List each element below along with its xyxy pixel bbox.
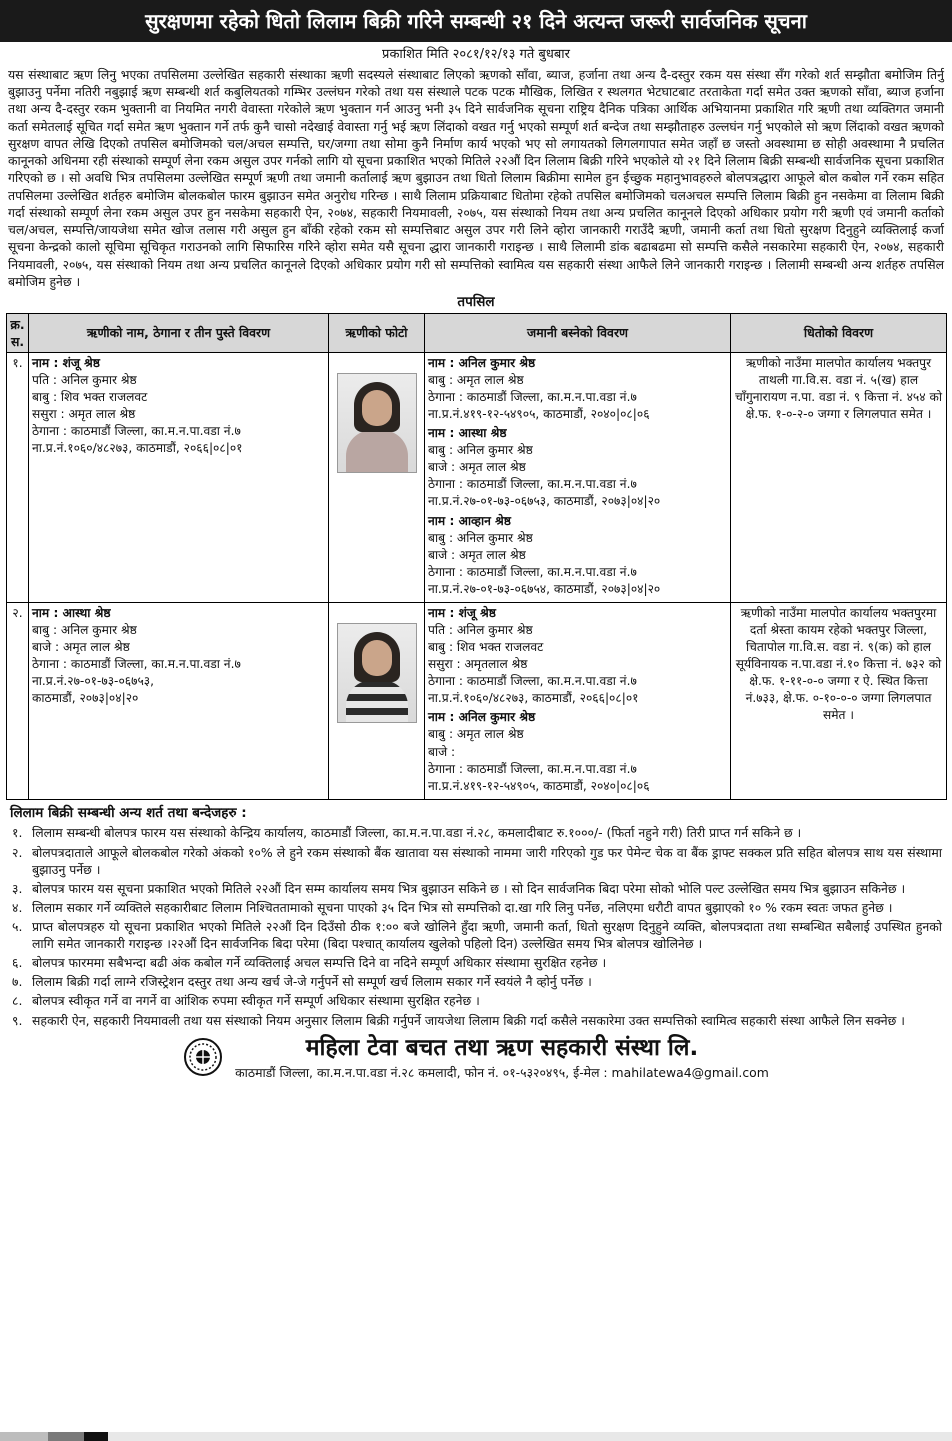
details-table <box>6 313 947 800</box>
guarantor-line: ठेगाना : काठमाडौं जिल्ला, का.म.न.पा.वडा नं.७ <box>428 564 637 579</box>
header-collateral: धितोको विवरण <box>731 313 947 352</box>
list-item <box>6 1012 946 1029</box>
borrower-line: ठेगाना : काठमाडौं जिल्ला, का.म.न.पा.वडा नं.७ <box>32 424 241 439</box>
photo-body <box>346 680 408 723</box>
borrower-details <box>29 352 329 602</box>
table-header-row <box>7 313 947 352</box>
condition-number: २. <box>12 844 23 860</box>
borrower-line: ठेगाना : काठमाडौं जिल्ला, का.म.न.पा.वडा नं.७ <box>32 657 241 672</box>
list-item <box>6 954 946 971</box>
guarantor-name: नाम : आस्था श्रेष्ठ <box>428 426 507 441</box>
bottom-color-strip <box>0 1432 952 1441</box>
borrower-line: बाबु : अनिल कुमार श्रेष्ठ <box>32 623 137 637</box>
header-serial: क्र. स. <box>7 313 29 352</box>
organization-info <box>235 1033 769 1082</box>
conditions-list <box>6 824 946 1028</box>
details-heading: तपसिल <box>457 293 495 310</box>
guarantor-name: नाम : अनिल कुमार श्रेष्ठ <box>428 710 536 725</box>
guarantor-line: ना.प्र.नं.२७-०१-७३-०६७५३, काठमाडौं, २०७३|०४|२० <box>428 494 661 509</box>
condition-text: सहकारी ऐन, सहकारी नियमावली तथा यस संस्थाको नियम अनुसार लिलाम बिक्री गर्नुपर्ने जायजेथा लिलाम बिक्री गर्दा कसैले नसकारेमा उक्त सम्पत्तिको स्वामित्व सहकारी संस्था आफैले लिन सक्नेछ । <box>32 1012 905 1028</box>
borrower-name: नाम : आस्था श्रेष्ठ <box>32 605 111 620</box>
row-serial: १. <box>7 352 29 602</box>
condition-number: ५. <box>12 918 23 934</box>
guarantor-line: बाजे : अमृत लाल श्रेष्ठ <box>428 460 526 475</box>
photo-face <box>362 640 392 676</box>
guarantor-details <box>425 602 731 799</box>
collateral-details: ऋणीको नाउँमा मालपोत कार्यालय भक्तपुरमा दर्ता श्रेस्ता कायम रहेको भक्तपुर जिल्ला, चितापोल गा.वि.स. वडा नं. ९(क) को हाल सूर्यविनायक न.पा.वडा नं.१० कित्ता नं. ७३२ को क्षे.फ. १-११-०-० जग्गा र ऐ. स्थित कित्ता नं.७३३, क्षे.फ. ०-१०-०-० जग्गा लिगलपात समेत । <box>731 602 947 799</box>
organization-footer <box>6 1033 946 1082</box>
strip-segment <box>0 1432 48 1441</box>
borrower <box>32 605 325 707</box>
list-item <box>6 899 946 916</box>
borrower <box>32 355 325 457</box>
header-borrower: ऋणीको नाम, ठेगाना र तीन पुस्ते विवरण <box>29 313 329 352</box>
condition-text: बोलपत्र फारममा सबैभन्दा बढी अंक कबोल गर्ने व्यक्तिलाई अचल सम्पत्ति दिने वा नदिने सम्पूर्ण अधिकार संस्थामा सुरक्षित रहनेछ । <box>32 955 607 971</box>
guarantor <box>428 513 727 598</box>
guarantor-line: बाबु : अनिल कुमार श्रेष्ठ <box>428 530 533 545</box>
condition-text: लिलाम बिक्री गर्दा लाग्ने रजिस्ट्रेशन दस्तुर तथा अन्य खर्च जे-जे गर्नुपर्ने सो सम्पूर्ण खर्च लिलाम सकार गर्ने स्वयंले नै व्होर्नु पर्नेछ । <box>32 974 592 990</box>
condition-text: बोलपत्रदाताले आफूले बोलकबोल गरेको अंकको १०% ले हुने रकम संस्थाको बैंक खातावा यस संस्थाको नाममा जारी गरिएको गुड फर पेमेन्ट चेक वा बैंक ड्राफ्ट सक्कल प्रति सहित बोलपत्र साथ यस संस्थामा बुझाउनु पर्नेछ । <box>32 844 942 877</box>
conditions-heading: लिलाम बिक्री सम्बन्धी अन्य शर्त तथा बन्देजहरु : <box>10 804 247 821</box>
guarantor <box>428 425 727 510</box>
notice-body: यस संस्थाबाट ऋण लिनु भएका तपसिलमा उल्लेखित सहकारी संस्थाका ऋणी सदस्यले संस्थाबाट लिएको ऋणको साँवा, ब्याज, हर्जाना तथा अन्य दै-दस्तुर रकम यस संस्था सँग गरेको शर्त सम्झौता बमोजिम तिर्नु बुझाउनु पर्नेमा नतिरी नबुझाई ऋण सम्बन्धी शर्त कबुलियतको गम्भिर उल्लंघन गरेको तथा यस संस्थाले पटक पटक मौखिक, लिखित र स्थलगत भेटघाटबाट तरताकेता गर्दा समेत उक्त ऋणको साँवा, ब्याज हर्जाना तथा अन्य दै-दस्तुर रकम भुक्तानी वा नियमित नगरी वेवास्ता गरेकोले ऋण भुक्तान गर्न आउनु भनी ३५ दिने सार्वजनिक सूचना राष्ट्रिय दैनिक पत्रिका आर्थिक अभियानमा प्रकाशित गरि ऋणी तथा व्यक्तिगत जमानी कर्ता समेतलाई सूचित गर्दा समेत ऋण भुक्तान गर्ने तर्फ कुनै चासो नदेखाई वेवास्ता गर्नु भई ऋण लिंदाको वखत गर्नु भएको सम्पूर्ण शर्त बन्देज तथा सम्झौताहरु उल्लघंन गर्नु भएकोले सो ऋण लिंदाको वखत ऋणको सुरक्षण वापत लेखि दिएको तपसिल बमोजिमको चल/अचल सम्पत्ति, घर/जग्गा तथा सोमा कुनै निर्माण कार्य भएको भए सो लगायतको लिगलगापात समेत जहाँ छ जस्तो अवस्थामा छ सोही अवस्थामा नै प्रचलित कानूनको अधिनमा रही संस्थाको सम्पूर्ण लेना रकम असुल उपर गर्नको लागि यो सूचना प्रकाशित भएको मितिले २२औं दिन लिलाम बिक्री गरिने भएकोले यो २१ दिने लिलाम बिक्री सम्बन्धी सार्वजनिक सूचना प्रकाशित गरिएको छ । सो अवधि भित्र तपसिलमा उल्लेखित सम्पूर्ण ऋणी तथा जमानी कर्तालाई ऋण बुझाउन तथा धितो लिलाम बिक्रीमा सामेल हुन ईच्छुक महानुभावहरुले बोलपत्रद्धारा आफूले बोल कबोल गर्ने रकम सहित तपसिलमा उल्लेखित शर्तहरु बमोजिम बोलकबोल फारम बुझाउन समेत अनुरोध गरिन्छ । साथै लिलाम प्रक्रियाबाट धितोमा रहेको तपसिल बमोजिमको चलअचल सम्पत्ति लिलाम बिक्री हुन नसकेमा वा लिलाम बिक्री गर्दा संस्थाको सम्पूर्ण लेना रकम असुल उपर हुन नसकेमा सहकारी ऐन, २०७४, सहकारी नियमावली, २०७५, यस संस्थाको नियम तथा अन्य प्रचलित कानूनले दिएको अधिकार प्रयोग गरी ऋणी एवं जमानी कर्ताको चल/अचल, सम्पत्ति/जायजेथा समेत खोज तलास गरी असुल हुन बाँकी रहेको रकम सो सम्पत्तिबाट असुल उपर गरी लिने व्होरा जानकारी गराउँदै ऋणी, जमानी कर्ता तथा धितो सुरक्षण दिनुहुने व्यक्तिलाई कर्जा सूचना केन्द्रको कालो सूचिमा सूचिकृत गराउनको लागि सिफारिस गरिने व्होरा समेत यसै सूचना द्धारा जानकारी गराइन्छ । साथै लिलामी डांक बढाबढमा सो सम्पत्ति कसैले नसकारेमा सहकारी ऐन, २०७४, सहकारी नियमावली, २०७५, यस संस्थाको नियम तथा अन्य प्रचलित कानूनले दिएको अधिकार प्रयोग गरी सो सम्पत्तिको स्वामित्व यस सहकारी संस्था आफैले लिने जानकारी गराइन्छ । लिलामी सम्बन्धी अन्य शर्तहरु तपसिल बमोजिम हुनेछ । <box>8 66 945 289</box>
guarantor-name: नाम : अनिल कुमार श्रेष्ठ <box>428 355 536 370</box>
guarantor-line: ठेगाना : काठमाडौं जिल्ला, का.म.न.पा.वडा नं.७ <box>428 389 637 404</box>
borrower-line: ना.प्र.नं.१०६०/४८२७३, काठमाडौं, २०६६|०८|०१ <box>32 441 243 456</box>
guarantor-line: बाबु : अमृत लाल श्रेष्ठ <box>428 727 524 742</box>
condition-text: बोलपत्र स्वीकृत गर्ने वा नगर्ने वा आंशिक रुपमा स्वीकृत गर्ने सम्पूर्ण अधिकार संस्थामा सुरक्षित रहनेछ । <box>32 993 480 1009</box>
photo-cell <box>329 352 425 602</box>
strip-segment <box>48 1432 84 1441</box>
collateral-details: ऋणीको नाउँमा मालपोत कार्यालय भक्तपुर ताथली गा.वि.स. वडा नं. ५(ख) हाल चाँगुनारायण न.पा. वडा नं. ९ कित्ता नं. ४५४ को क्षे.फ. १-०-२-० जग्गा र लिगलपात समेत । <box>731 352 947 602</box>
borrower-line: बाबु : शिव भक्त राजलवट <box>32 389 148 404</box>
borrower-photo <box>337 623 417 723</box>
condition-number: ८. <box>12 993 23 1009</box>
guarantor-name: नाम : शंजू श्रेष्ठ <box>428 605 496 620</box>
guarantor-line: ना.प्र.नं.४१९-१२-५४९०५, काठमाडौं, २०४०|०८|०६ <box>428 407 650 422</box>
header-guarantor: जमानी बस्नेको विवरण <box>425 313 731 352</box>
guarantor-line: पति : अनिल कुमार श्रेष्ठ <box>428 623 533 637</box>
condition-number: ६. <box>12 955 23 971</box>
guarantor-line: बाजे : <box>428 744 456 759</box>
borrower-details <box>29 602 329 799</box>
cooperative-emblem-icon <box>183 1037 223 1077</box>
photo-face <box>362 390 392 426</box>
guarantor <box>428 605 727 707</box>
table-row <box>7 602 947 799</box>
list-item <box>6 844 946 878</box>
condition-number: ९. <box>12 1012 23 1028</box>
row-serial: २. <box>7 602 29 799</box>
notice-title: सुरक्षणमा रहेको धितो लिलाम बिक्री गरिने सम्बन्धी २१ दिने अत्यन्त जरूरी सार्वजनिक सूचना <box>0 0 952 42</box>
condition-text: लिलाम सम्बन्धी बोलपत्र फारम यस संस्थाको केन्द्रिय कार्यालय, काठमाडौं जिल्ला, का.म.न.पा.वडा नं.२८, कमलादीबाट रु.१०००/- (फिर्ता नहुने गरी) तिरी प्राप्त गर्न सकिने छ । <box>32 825 802 841</box>
list-item <box>6 973 946 990</box>
borrower-line: पति : अनिल कुमार श्रेष्ठ <box>32 372 137 387</box>
photo-cell <box>329 602 425 799</box>
list-item <box>6 880 946 897</box>
guarantor-line: ना.प्र.नं.४१९-१२-५४९०५, काठमाडौं, २०४०|०८|०६ <box>428 778 650 793</box>
guarantor-line: ना.प्र.नं.२७-०१-७३-०६७५४, काठमाडौं, २०७३|०४|२० <box>428 581 661 596</box>
guarantor-line: ससुरा : अमृतलाल श्रेष्ठ <box>428 657 528 672</box>
header-photo: ऋणीको फोटो <box>329 313 425 352</box>
guarantor-name: नाम : आव्हान श्रेष्ठ <box>428 513 511 528</box>
list-item <box>6 824 946 841</box>
borrower-photo <box>337 373 417 473</box>
guarantor-line: ठेगाना : काठमाडौं जिल्ला, का.म.न.पा.वडा नं.७ <box>428 674 637 689</box>
condition-number: ४. <box>12 899 23 915</box>
guarantor-line: ठेगाना : काठमाडौं जिल्ला, का.म.न.पा.वडा नं.७ <box>428 477 637 492</box>
borrower-line: बाजे : अमृत लाल श्रेष्ठ <box>32 640 130 655</box>
organization-name: महिला टेवा बचत तथा ऋण सहकारी संस्था लि. <box>305 1034 699 1061</box>
guarantor <box>428 709 727 794</box>
photo-body <box>346 430 408 473</box>
borrower-line: ससुरा : अमृत लाल श्रेष्ठ <box>32 407 136 422</box>
guarantor-line: ना.प्र.नं.१०६०/४८२७३, काठमाडौं, २०६६|०८|०१ <box>428 691 639 706</box>
condition-number: ७. <box>12 974 23 990</box>
organization-contact: काठमाडौं जिल्ला, का.म.न.पा.वडा नं.२८ कमलादी, फोन नं. ०१-५३२०४९५, ई-मेल : mahilatewa4@gmail.com <box>235 1065 769 1081</box>
borrower-name: नाम : शंजू श्रेष्ठ <box>32 355 100 370</box>
strip-segment <box>108 1432 952 1441</box>
list-item <box>6 992 946 1009</box>
table-row <box>7 352 947 602</box>
condition-number: ३. <box>12 880 23 896</box>
guarantor-line: ठेगाना : काठमाडौं जिल्ला, का.म.न.पा.वडा नं.७ <box>428 761 637 776</box>
condition-text: बोलपत्र फारम यस सूचना प्रकाशित भएको मितिले २२औं दिन सम्म कार्यालय समय भित्र बुझाउन सकिने छ । सो दिन सार्वजनिक बिदा परेमा सोको भोलि पल्ट उल्लेखित समय भित्र बुझाउन सकिनेछ । <box>32 880 906 896</box>
list-item <box>6 918 946 952</box>
condition-text: लिलाम सकार गर्ने व्यक्तिले सहकारीबाट लिलाम निश्चिततामाको सूचना पाएको ३५ दिन भित्र सो सम्पत्तिको दा.खा गरि लिनु पर्नेछ, नलिएमा धरौटी वापत बुझाएको १० % रकम स्वतः जफत हुनेछ । <box>32 899 893 915</box>
condition-text: प्राप्त बोलपत्रहरु यो सूचना प्रकाशित भएको मितिले २२औं दिन दिउँसो ठीक १:०० बजे खोलिने हुँदा ऋणी, जमानी कर्ता, धितो सुरक्षण दिनुहुने व्यक्ति, बोलपत्रदाता तथा सम्बन्धित सबैलाई उपस्थित हुनको लागि समेत जानकारी गराइन्छ ।२२औं दिन सार्वजनिक बिदा परेमा (बिदा पश्चात् कार्यालय खुलेको पहिलो दिन) उल्लेखित समय भित्र बोलपत्र खोलिनेछ । <box>32 918 942 952</box>
guarantor-line: बाबु : अनिल कुमार श्रेष्ठ <box>428 443 533 458</box>
borrower-line: ना.प्र.नं.२७-०१-७३-०६७५३, <box>32 674 155 689</box>
condition-number: १. <box>12 825 23 841</box>
guarantor-line: बाबु : शिव भक्त राजलवट <box>428 640 544 655</box>
guarantor-details <box>425 352 731 602</box>
guarantor-line: बाजे : अमृत लाल श्रेष्ठ <box>428 547 526 562</box>
guarantor <box>428 355 727 423</box>
strip-segment <box>84 1432 108 1441</box>
guarantor-line: बाबु : अमृत लाल श्रेष्ठ <box>428 372 524 387</box>
borrower-line: काठमाडौं, २०७३|०४|२० <box>32 691 139 706</box>
publish-date: प्रकाशित मिति २०८१/१२/१३ गते बुधबार <box>382 47 570 62</box>
